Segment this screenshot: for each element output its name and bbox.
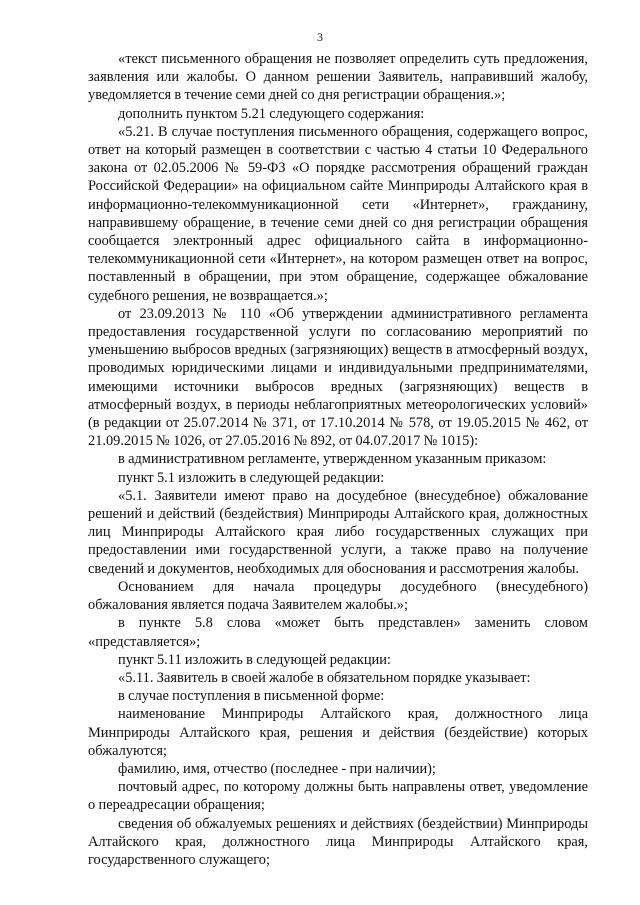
paragraph: пункт 5.1 изложить в следующей редакции:: [118, 469, 385, 486]
paragraph: дополнить пунктом 5.21 следующего содержания:: [118, 105, 425, 122]
paragraph: «5.11. Заявитель в своей жалобе в обязательном порядке указывает:: [118, 669, 531, 686]
document-body: [88, 50, 588, 869]
paragraph: пункт 5.11 изложить в следующей редакции:: [118, 651, 391, 668]
paragraph: в пункте 5.8 слова «может быть представлен» заменить словом «представляется»;: [88, 615, 588, 650]
paragraph: «текст письменного обращения не позволяет определить суть предложения, заявления или жалобы. О данном решении Заявитель, направивший жалобу, уведомляется в течение семи дней со дня регистрации обращения.»;: [88, 51, 588, 104]
paragraph: в случае поступления в письменной форме:: [118, 688, 385, 705]
paragraph: наименование Минприроды Алтайского края, должностного лица Минприроды Алтайского края, решения и действия (бездействие) которых обжалуются;: [88, 706, 588, 759]
paragraph: фамилию, имя, отчество (последнее - при наличии);: [118, 760, 436, 777]
page-number: 3: [317, 30, 323, 44]
paragraph: почтовый адрес, по которому должны быть направлены ответ, уведомление о переадресации обращения;: [88, 779, 588, 814]
paragraph: от 23.09.2013 № 110 «Об утверждении административного регламента предоставления государственной услуги по согласованию мероприятий по уменьшению выбросов вредных (загрязняющих) веществ в атмосферный воздух, проводимых юридическими лицами и индивидуальными предпринимателями, имеющими источники выбросов вредных (загрязняющих) веществ в атмосферный воздух, в периоды неблагоприятных метеорологических условий» (в редакции от 25.07.2014 № 371, от 17.10.2014 № 578, от 19.05.2015 № 462, от 21.09.2015 № 1026, от 27.05.2016 № 892, от 04.07.2017 № 1015):: [88, 305, 588, 450]
paragraph: сведения об обжалуемых решениях и действиях (бездействии) Минприроды Алтайского края, должностного лица Минприроды Алтайского края, государственного служащего;: [88, 815, 588, 868]
paragraph: «5.1. Заявители имеют право на досудебное (внесудебное) обжалование решений и действий (бездействия) Минприроды Алтайского края, должностных лиц Минприроды Алтайского края либо государственных служащих при предоставлении ими государственной услуги, а также право на получение сведений и документов, необходимых для обоснования и рассмотрения жалобы.: [88, 487, 588, 577]
paragraph: в административном регламенте, утвержденном указанным приказом:: [118, 451, 547, 468]
paragraph: «5.21. В случае поступления письменного обращения, содержащего вопрос, ответ на который размещен в соответствии с частью 4 статьи 10 Федерального закона от 02.05.2006 № 59-ФЗ «О порядке рассмотрения обращений граждан Российской Федерации» на официальном сайте Минприроды Алтайского края в информационно-телекоммуникационной сети «Интернет», гражданину, направившему обращение, в течение семи дней со дня регистрации обращения сообщается электронный адрес официального сайта в информационно-телекоммуникационной сети «Интернет», на котором размещен ответ на вопрос, поставленный в обращении, при этом обращение, содержащее обжалование судебного решения, не возвращается.»;: [88, 123, 588, 304]
paragraph: Основанием для начала процедуры досудебного (внесудебного) обжалования является подача Заявителем жалобы.»;: [88, 578, 588, 614]
